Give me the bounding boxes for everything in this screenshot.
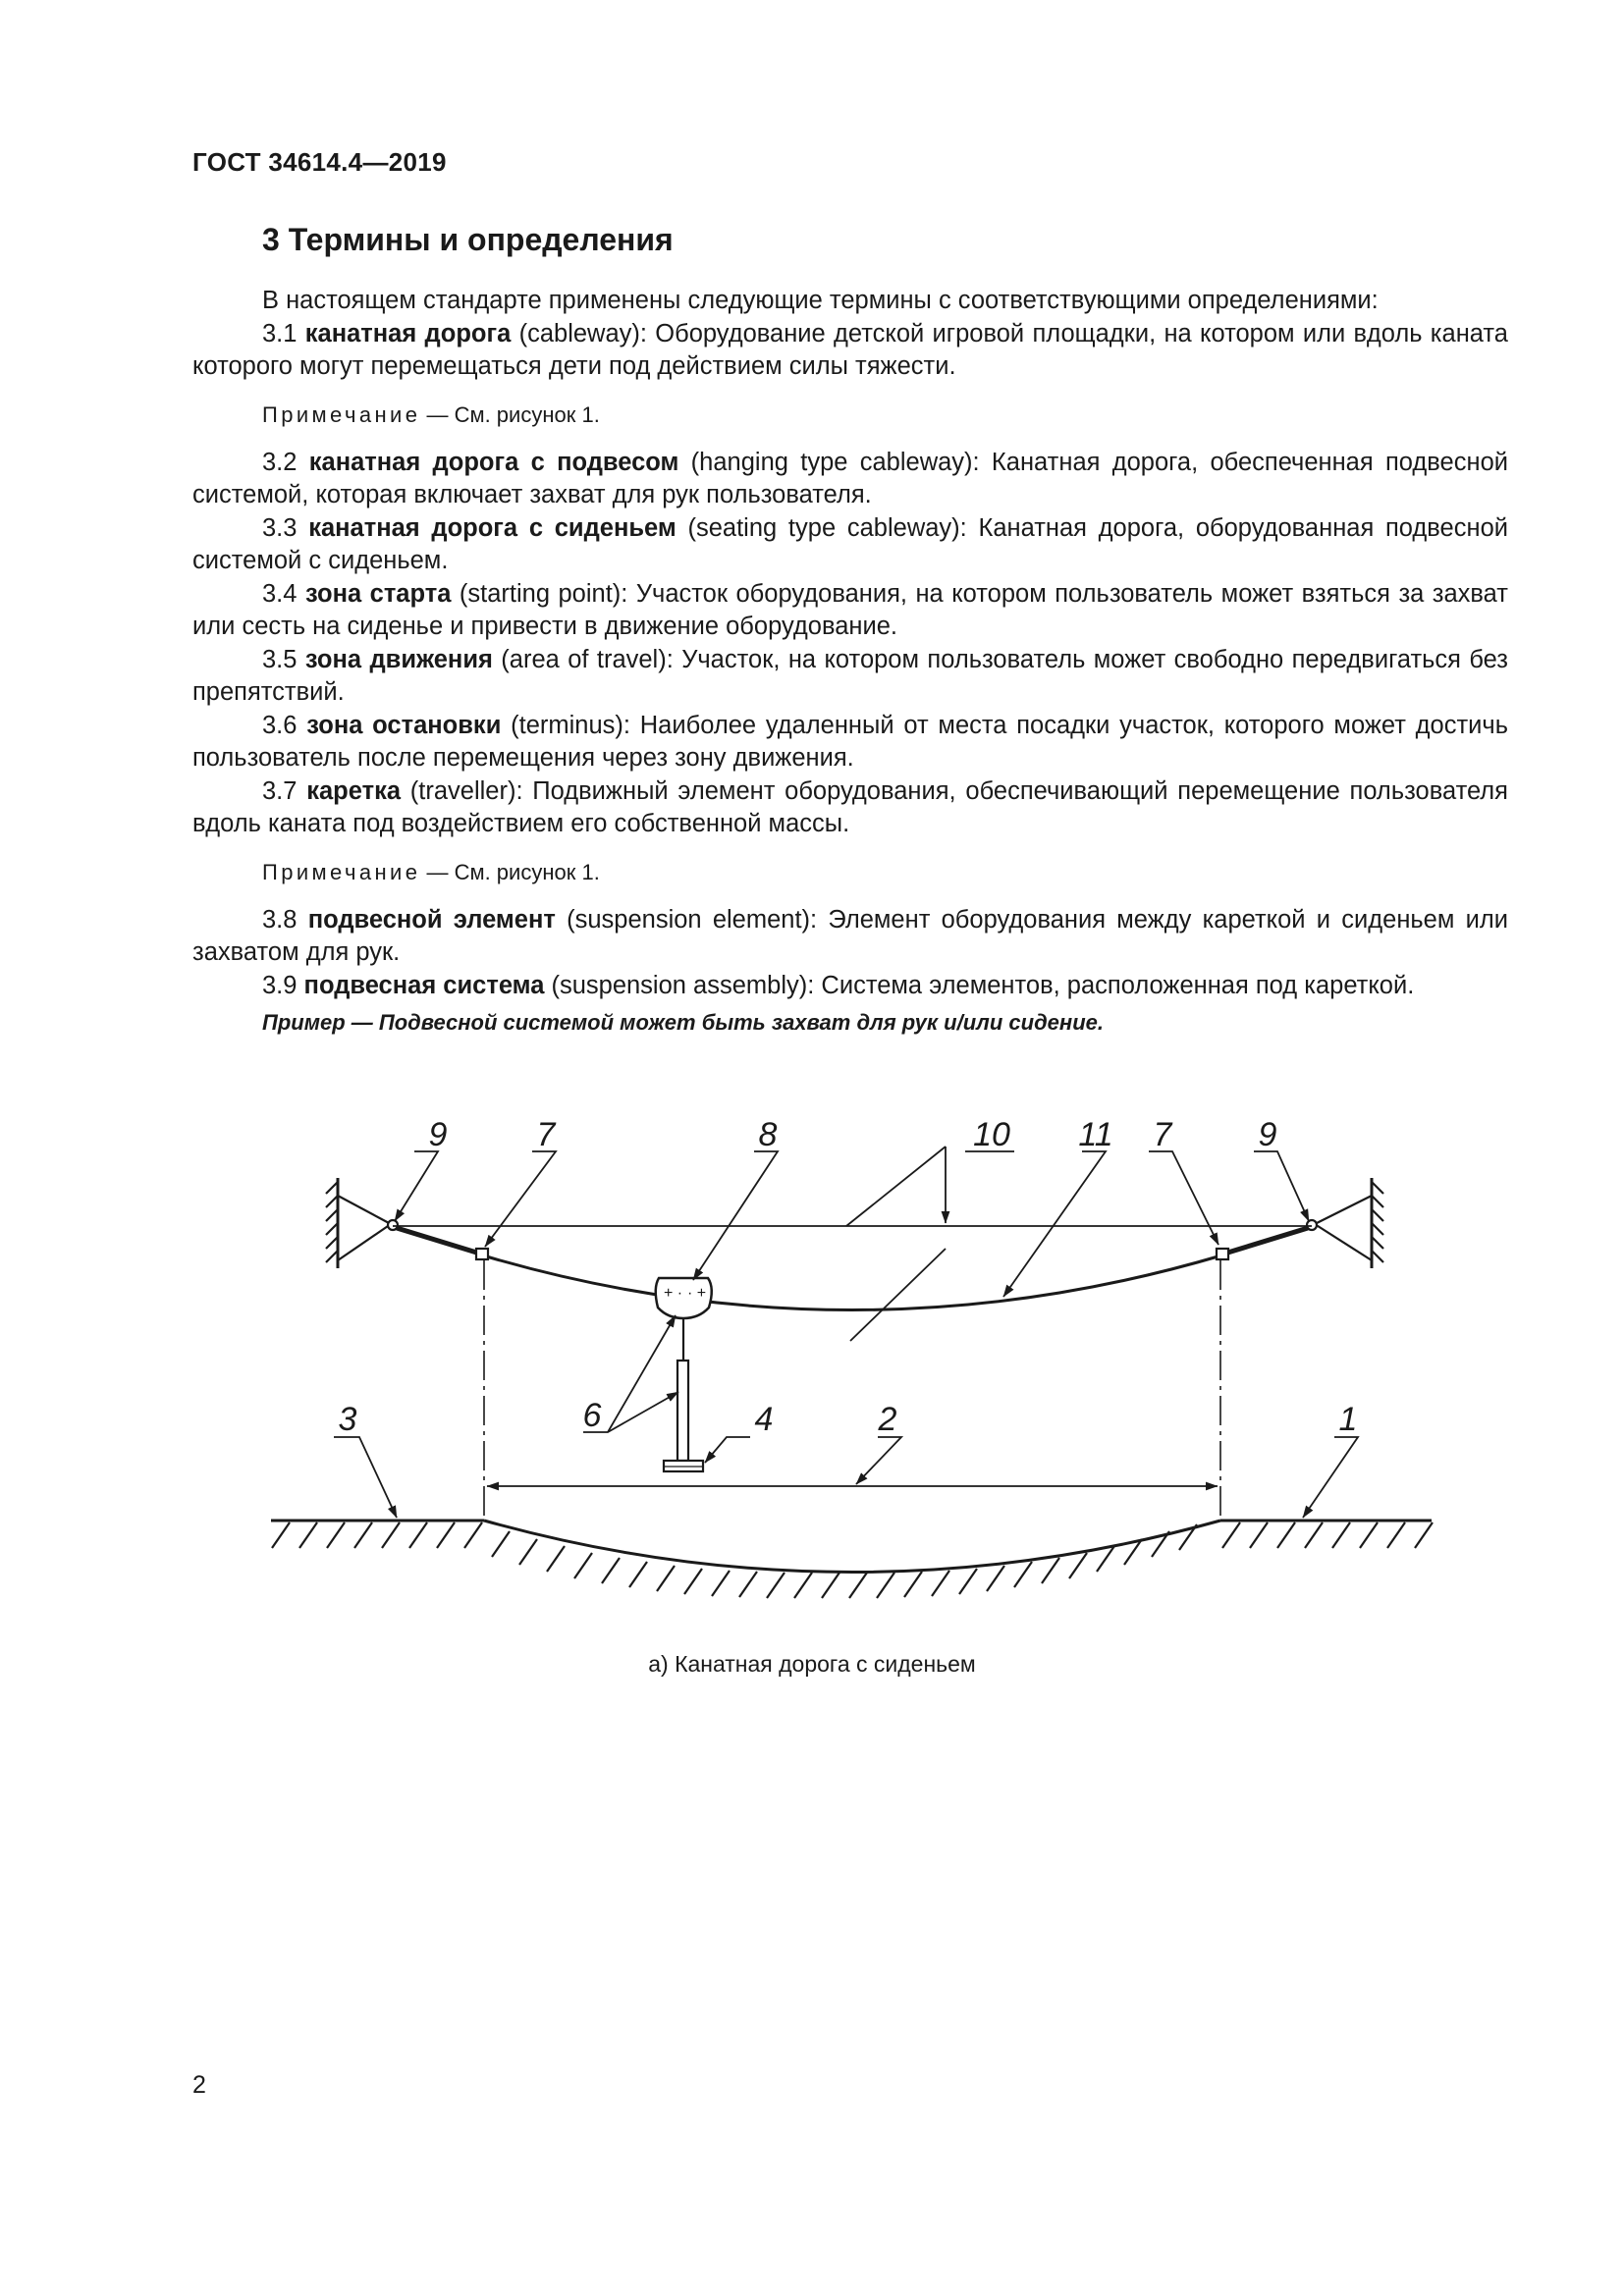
term-3-7 (192, 775, 1508, 841)
leader-lines (334, 1147, 1358, 1518)
term-definition: (starting point): Участок оборудования, на котором пользователь может взяться за захват или сесть на сиденье и привести в движение оборудование. (192, 579, 1508, 640)
label-9-left: 9 (428, 1116, 448, 1153)
note-text: — См. рисунок 1. (420, 401, 600, 427)
term-definition: (cableway): Оборудование детской игровой площадки, на котором или вдоль каната которого могут перемещаться дети под действием силы тяжести. (192, 319, 1508, 380)
left-wall-anchor (326, 1178, 398, 1268)
term-3-3 (192, 512, 1508, 578)
term-name: канатная дорога с сиденьем (308, 513, 677, 542)
note-text: — См. рисунок 1. (420, 859, 600, 884)
term-3-5 (192, 644, 1508, 710)
cable-rope (397, 1228, 1308, 1310)
cableway-figure (0, 1080, 1624, 1708)
svg-text:· +: · + (687, 1285, 707, 1302)
rope-terminal-left (476, 1249, 488, 1259)
term-3-2 (192, 447, 1508, 512)
label-8: 8 (758, 1116, 778, 1153)
note-label: Примечание (262, 401, 421, 427)
term-name: подвесная система (303, 971, 545, 999)
term-number: 3.8 (262, 905, 298, 934)
page-number: 2 (192, 2071, 206, 2099)
term-3-9 (192, 970, 1508, 1003)
term-definition: (suspension assembly): Система элементов, расположенная под кареткой. (544, 971, 1415, 999)
label-7-right: 7 (1153, 1116, 1172, 1153)
term-name: канатная дорога с подвесом (308, 448, 679, 476)
term-3-8 (192, 904, 1508, 970)
intro-paragraph: В настоящем стандарте применены следующие термины с соответствующими определениями: (262, 287, 1379, 314)
label-7-left: 7 (536, 1116, 556, 1153)
definitions-body (192, 285, 1508, 1038)
term-definition: (suspension element): Элемент оборудования между кареткой и сиденьем или захватом для рук. (192, 905, 1508, 966)
svg-text:+ ·: + · (664, 1285, 683, 1302)
example-text: Пример — Подвесной системой может быть захват для рук и/или сидение. (262, 1010, 1104, 1035)
term-definition: (area of travel): Участок, на котором пользователь может свободно передвигаться без препятствий. (192, 645, 1508, 706)
label-6: 6 (582, 1397, 602, 1434)
term-number: 3.6 (262, 711, 298, 739)
note-label: Примечание (262, 859, 421, 884)
cableway-drawing (0, 1080, 1624, 1629)
term-number: 3.9 (262, 971, 298, 999)
term-3-1 (192, 318, 1508, 384)
ground (271, 1521, 1433, 1598)
label-3: 3 (338, 1401, 357, 1438)
term-number: 3.1 (262, 319, 298, 347)
term-3-6 (192, 710, 1508, 775)
label-2: 2 (878, 1401, 897, 1438)
term-number: 3.7 (262, 776, 298, 805)
figure-caption: а) Канатная дорога с сиденьем (648, 1651, 976, 1677)
label-9-right: 9 (1258, 1116, 1277, 1153)
term-definition: (terminus): Наиболее удаленный от места посадки участок, которого может достичь пользователь после перемещения через зону движения. (192, 711, 1508, 772)
rope-terminal-right (1217, 1249, 1228, 1259)
suspension-seat (664, 1361, 703, 1471)
term-number: 3.2 (262, 448, 298, 476)
note-2 (262, 858, 1508, 887)
label-11: 11 (1078, 1116, 1113, 1153)
section-title: 3 Термины и определения (262, 222, 674, 257)
term-number: 3.4 (262, 579, 298, 608)
term-definition: (hanging type cableway): Канатная дорога, обеспеченная подвесной системой, которая включает захват для рук пользователя. (192, 448, 1508, 508)
term-name: канатная дорога (304, 319, 512, 347)
traveller (656, 1278, 712, 1361)
note-1 (262, 400, 1508, 430)
term-name: зона старта (304, 579, 452, 608)
standard-header: ГОСТ 34614.4—2019 (192, 147, 447, 177)
term-name: подвесной элемент (307, 905, 556, 934)
term-name: зона остановки (306, 711, 502, 739)
term-definition: (seating type cableway): Канатная дорога, оборудованная подвесной системой с сиденьем. (192, 513, 1508, 574)
term-name: зона движения (304, 645, 493, 673)
label-1: 1 (1338, 1401, 1358, 1438)
label-4: 4 (754, 1401, 774, 1438)
term-number: 3.3 (262, 513, 298, 542)
right-wall-anchor (1307, 1178, 1383, 1268)
term-name: каретка (306, 776, 402, 805)
label-10: 10 (973, 1116, 1010, 1153)
term-number: 3.5 (262, 645, 298, 673)
term-definition: (traveller): Подвижный элемент оборудования, обеспечивающий перемещение пользователя вдоль каната под воздействием его собственной массы. (192, 776, 1508, 837)
term-3-4 (192, 578, 1508, 644)
